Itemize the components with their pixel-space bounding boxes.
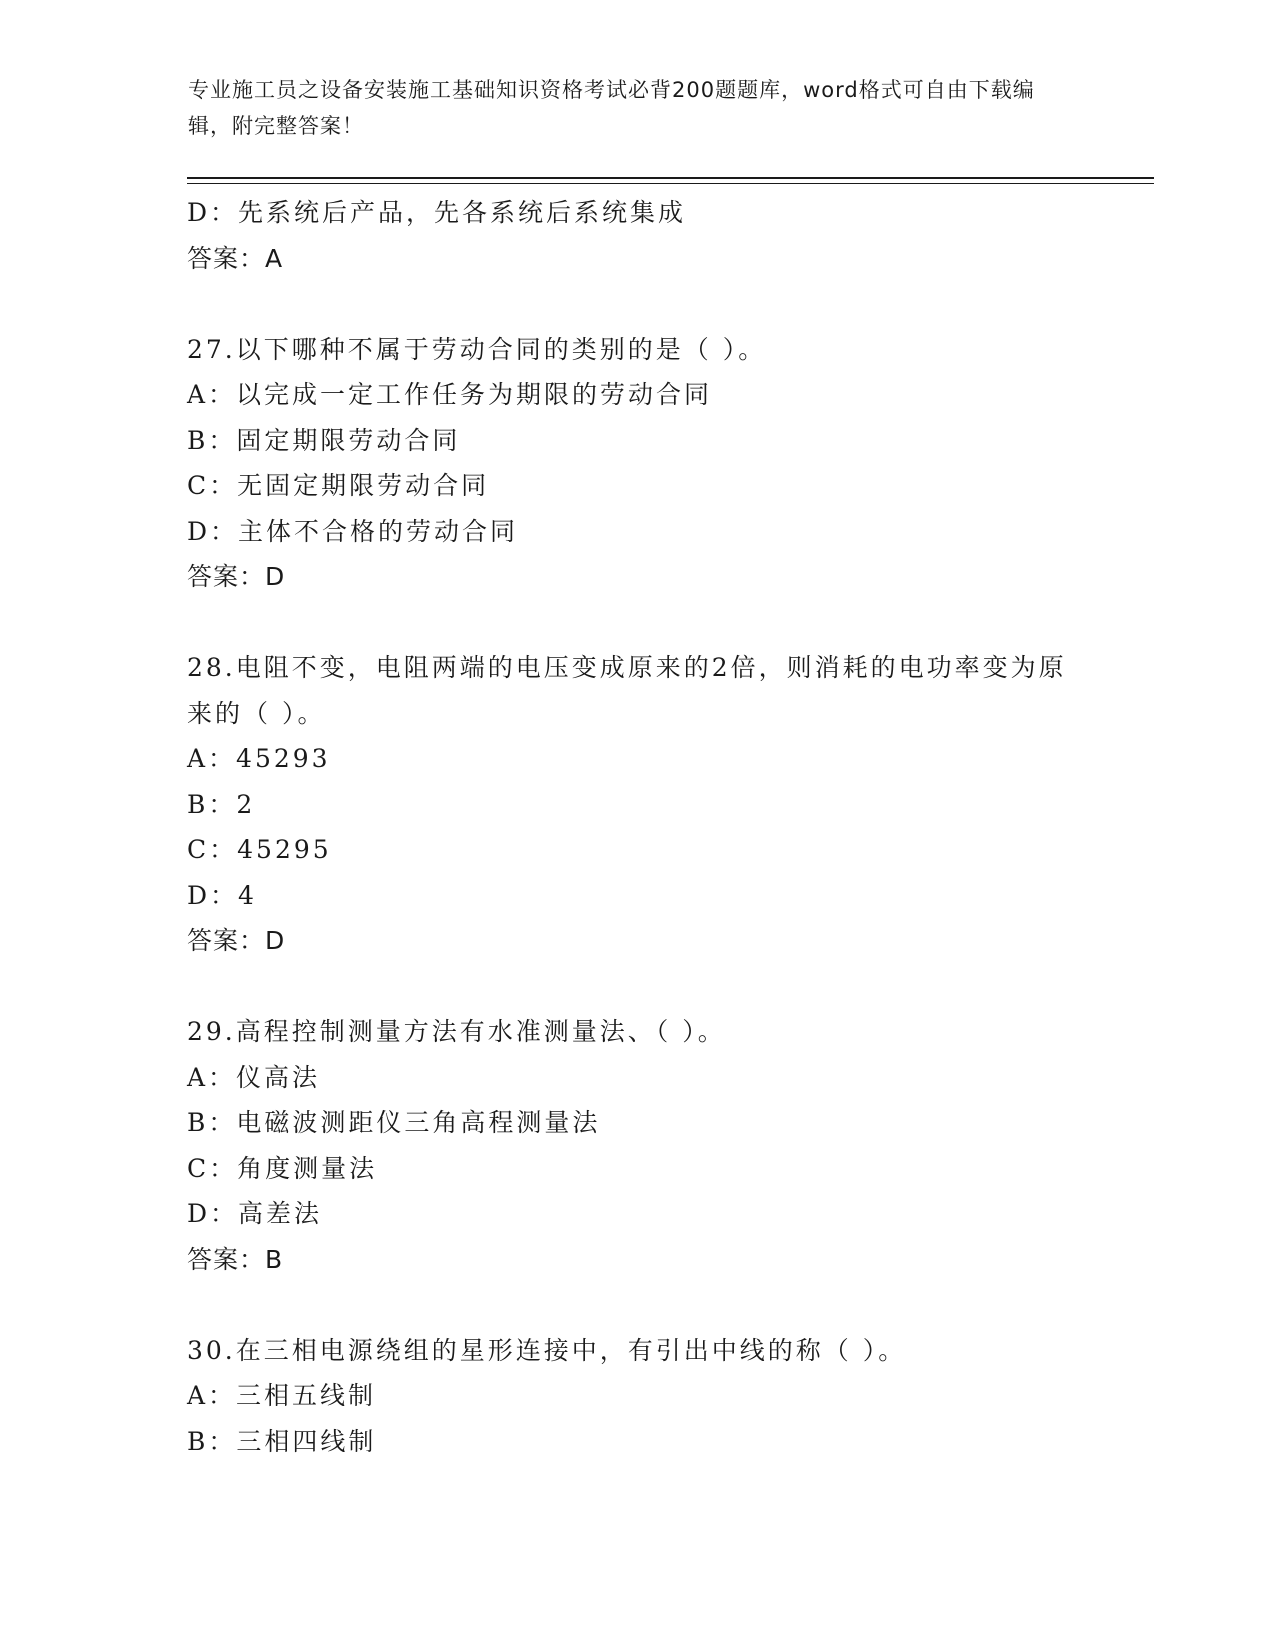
question-block [187,645,1087,964]
option-b: B：三相四线制 [187,1426,377,1456]
spacer [187,600,1087,646]
option-a: A：以完成一定工作任务为期限的劳动合同 [187,380,713,409]
header-divider-thin [187,183,1154,184]
option-a: A：45293 [187,744,331,773]
option-c: C：45295 [187,835,332,864]
option-a: A：仪高法 [187,1062,321,1092]
spacer [187,281,1087,327]
option-d: D：4 [187,880,257,910]
option-d: D：先系统后产品，先各系统后系统集成 [187,198,687,227]
answer-line: 答案：B [187,1244,284,1274]
option-b: B：2 [187,789,256,819]
option-a: A：三相五线制 [187,1381,377,1410]
question-stem: 30.在三相电源绕组的星形连接中，有引出中线的称（ ）。 [187,1335,907,1365]
question-block [187,1009,1087,1282]
answer-line: 答案：D [187,926,286,955]
spacer [187,964,1087,1010]
answer-line: 答案：A [187,243,284,273]
option-d: D：高差法 [187,1199,323,1228]
question-block [187,1328,1087,1465]
answer-line: 答案：D [187,562,286,591]
question-stem: 29.高程控制测量方法有水准测量法、（ ）。 [187,1017,726,1046]
option-d: D：主体不合格的劳动合同 [187,516,519,546]
option-b: B：电磁波测距仪三角高程测量法 [187,1108,601,1137]
option-c: C：无固定期限劳动合同 [187,471,490,500]
option-b: B：固定期限劳动合同 [187,425,461,455]
question-block [187,327,1087,600]
question-stem: 28.电阻不变，电阻两端的电压变成原来的2倍，则消耗的电功率变为原来的（ ）。 [187,653,1067,728]
option-c: C：角度测量法 [187,1153,378,1183]
header-title: 专业施工员之设备安装施工基础知识资格考试必背200题题库，word格式可自由下载编辑，附完整答案！ [188,78,1035,138]
question-stem: 27.以下哪种不属于劳动合同的类别的是（ ）。 [187,334,767,364]
header-divider-thick [187,177,1154,179]
page-header [188,72,1068,144]
question-list [187,190,1087,1464]
spacer [187,1282,1087,1328]
